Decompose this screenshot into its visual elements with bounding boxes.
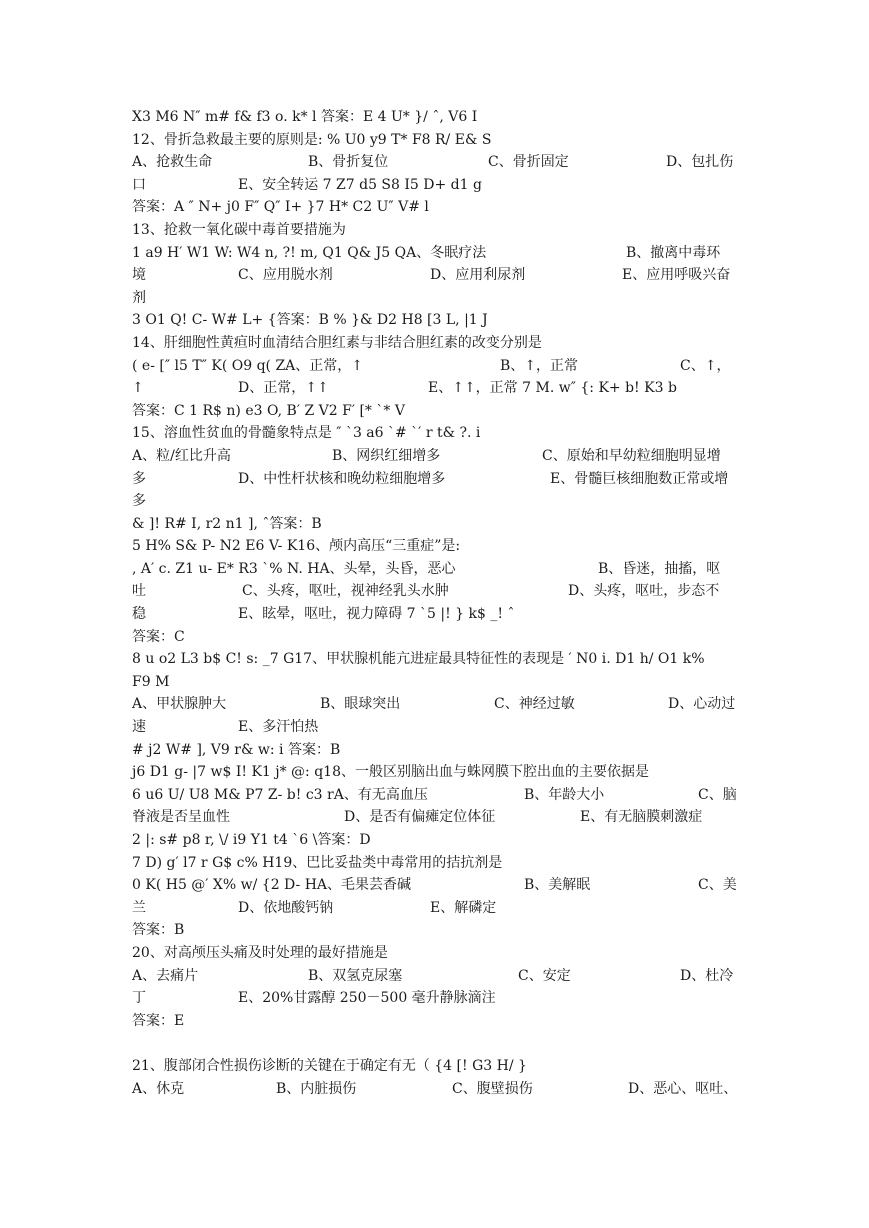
option-e: E、眩晕，呕吐，视力障碍 7 `5 |! } k$ _! ˆ [238, 606, 515, 623]
question-16-options-cont-2 [132, 603, 738, 626]
option-d: D、包扎伤 [666, 154, 734, 171]
option-e: E、20%甘露醇 250－500 毫升静脉滴注 [238, 990, 496, 1007]
question-16: 5 H% S& P- N2 E6 V- K16、颅内高压“三重症”是: [132, 538, 461, 555]
question-14-options [132, 355, 738, 378]
question-13-options [132, 242, 738, 265]
question-20-options [132, 965, 738, 988]
question-18: j6 D1 g- |7 w$ I! K1 j* @: q18、一般区别脑出血与蛛网膜下腔出血的主要依据是 [132, 764, 649, 781]
option-e: E、有无脑膜刺激症 [580, 809, 703, 826]
option-d: D、依地酸钙钠 [238, 899, 334, 916]
option-a: A、去痛片 [132, 967, 199, 984]
option-c-cont: 脊液是否呈血性 [132, 809, 230, 826]
option-c: C、应用脱水剂 [238, 267, 333, 284]
question-16-options [132, 558, 738, 581]
question-15: 15、溶血性贫血的骨髓象特点是 ″ `3 a6 `# `′ r t& ?. i [132, 425, 481, 442]
option-b: B、↑，正常 [500, 357, 579, 374]
option-e: E、解磷定 [430, 899, 497, 916]
option-e: E、骨髓巨核细胞数正常或增 [550, 470, 729, 487]
option-d: D、心动过 [668, 696, 736, 713]
option-a: A、甲状腺肿大 [132, 696, 227, 713]
option-c-cont: ↑ [132, 380, 144, 397]
option-a: A、粒/红比升高 [132, 447, 231, 464]
option-c: C、脑 [698, 786, 737, 803]
question-15-options [132, 445, 738, 468]
option-a: ( e- [″ l5 T″ K( O9 q( ZA、正常，↑ [132, 357, 364, 374]
document-page [132, 106, 738, 1100]
option-c: C、美 [698, 877, 737, 894]
option-b: B、眼球突出 [320, 696, 401, 713]
option-c: C、腹壁损伤 [452, 1080, 533, 1097]
question-17-cont: F9 M [132, 673, 170, 690]
option-e: E、应用呼吸兴奋 [622, 267, 731, 284]
option-b: B、双氢克尿塞 [308, 967, 403, 984]
option-a: A、休克 [132, 1080, 185, 1097]
answer-14: 答案：C 1 R$ n) e3 O, B′ Z V2 F′ [* `* V [132, 402, 405, 419]
option-b: B、撤离中毒环 [626, 244, 721, 261]
question-20: 20、对高颅压头痛及时处理的最好措施是 [132, 944, 388, 961]
question-14-options-cont [132, 377, 738, 400]
option-b: B、骨折复位 [308, 154, 389, 171]
option-b: B、年龄大小 [524, 786, 605, 803]
question-19-options [132, 874, 738, 897]
question-12-options [132, 151, 738, 174]
option-d-cont: 丁 [132, 990, 146, 1007]
option-c: C、头疼，呕吐，视神经乳头水肿 [242, 583, 449, 600]
option-b: B、网织红细增多 [332, 447, 441, 464]
option-e: E、↑↑，正常 7 M. w″ {: K+ b! K3 b [428, 380, 677, 397]
option-c: C、骨折固定 [488, 154, 569, 171]
answer-17: # j2 W# ], V9 r& w: i 答案：B [132, 741, 341, 758]
option-b: B、内脏损伤 [276, 1080, 357, 1097]
option-d-cont: 口 [132, 176, 146, 193]
question-20-options-cont [132, 987, 738, 1010]
option-b-cont: 境 [132, 267, 146, 284]
option-e-cont: 多 [132, 493, 146, 510]
answer-15: & ]! R# I, r2 n1 ], ˆ答案：B [132, 515, 322, 532]
option-e: E、安全转运 7 Z7 d5 S8 I5 D+ d1 g [238, 176, 482, 193]
option-a: 6 u6 U/ U8 M& P7 Z- b! c3 rA、有无高血压 [132, 786, 428, 803]
option-c: C、神经过敏 [494, 696, 575, 713]
question-17-options [132, 693, 738, 716]
option-b: B、美解眠 [524, 877, 591, 894]
option-b-cont: 吐 [132, 583, 146, 600]
option-b: B、昏迷，抽搐，呕 [598, 560, 721, 577]
answer-12: 答案：A ″ N+ j0 F″ Q″ I+ }7 H* C2 U″ V# l [132, 199, 429, 216]
question-16-options-cont [132, 580, 738, 603]
question-14: 14、肝细胞性黄疸时血清结合胆红素与非结合胆红素的改变分别是 [132, 334, 542, 351]
question-21-options [132, 1078, 738, 1101]
option-d-cont: 稳 [132, 606, 146, 623]
question-19: 7 D) g′ l7 r G$ c% H19、巴比妥盐类中毒常用的拮抗剂是 [132, 854, 503, 871]
option-d: D、头疼，呕吐，步态不 [568, 583, 720, 600]
blank-line [132, 1032, 738, 1055]
option-d: D、应用利尿剂 [430, 267, 526, 284]
answer-20: 答案：E [132, 1012, 185, 1029]
question-12-options-cont [132, 174, 738, 197]
question-17: 8 u o2 L3 b$ C! s: _7 G17、甲状腺机能亢进症最具特征性的表现是 ′ N0 i. D1 h/ O1 k% [132, 651, 705, 668]
option-e-cont: 剂 [132, 289, 146, 306]
option-c: C、↑， [680, 357, 731, 374]
option-c-cont: 多 [132, 470, 146, 487]
question-15-options-cont [132, 468, 738, 491]
option-a: 0 K( H5 @′ X% w/ {2 D- HA、毛果芸香碱 [132, 877, 412, 894]
answer-18: 2 |: s# p8 r, \/ i9 Y1 t4 `6 \答案：D [132, 832, 371, 848]
option-d: D、恶心、呕吐、 [628, 1080, 738, 1097]
question-19-options-cont [132, 897, 738, 920]
question-12: 12、骨折急救最主要的原则是: % U0 y9 T* F8 R/ E& S [132, 131, 492, 148]
question-17-options-cont [132, 716, 738, 739]
question-18-options [132, 784, 738, 807]
question-21: 21、腹部闭合性损伤诊断的关键在于确定有无（ {4 [! G3 H/ } [132, 1057, 527, 1074]
option-a: , A′ c. Z1 u- E* R3 `% N. HA、头晕，头昏，恶心 [132, 560, 456, 577]
answer-13: 3 O1 Q! C- W# L+ {答案：B % }& D2 H8 [3 L, |1 J [132, 312, 488, 329]
option-e: E、多汗怕热 [238, 719, 319, 736]
question-18-options-cont [132, 806, 738, 829]
option-d: D、中性杆状核和晚幼粒细胞增多 [238, 470, 446, 487]
option-d: D、是否有偏瘫定位体征 [344, 809, 496, 826]
option-c: C、原始和早幼粒细胞明显增 [542, 447, 721, 464]
option-d: D、正常，↑↑ [238, 380, 329, 397]
question-13: 13、抢救一氧化碳中毒首要措施为 [132, 221, 346, 238]
answer-19: 答案：B [132, 922, 185, 939]
option-c-cont: 兰 [132, 899, 146, 916]
option-c: C、安定 [518, 967, 571, 984]
option-d: D、杜冷 [680, 967, 734, 984]
text-line: X3 M6 N″ m# f& f3 o. k* l 答案：E 4 U* }/ ˆ, V6 I [132, 109, 478, 125]
question-13-options-cont [132, 264, 738, 287]
option-a: 1 a9 H′ W1 W: W4 n, ?! m, Q1 Q& J5 QA、冬眠疗法 [132, 244, 487, 261]
option-d-cont: 速 [132, 719, 146, 736]
option-a: A、抢救生命 [132, 154, 213, 171]
answer-16: 答案：C [132, 628, 185, 645]
